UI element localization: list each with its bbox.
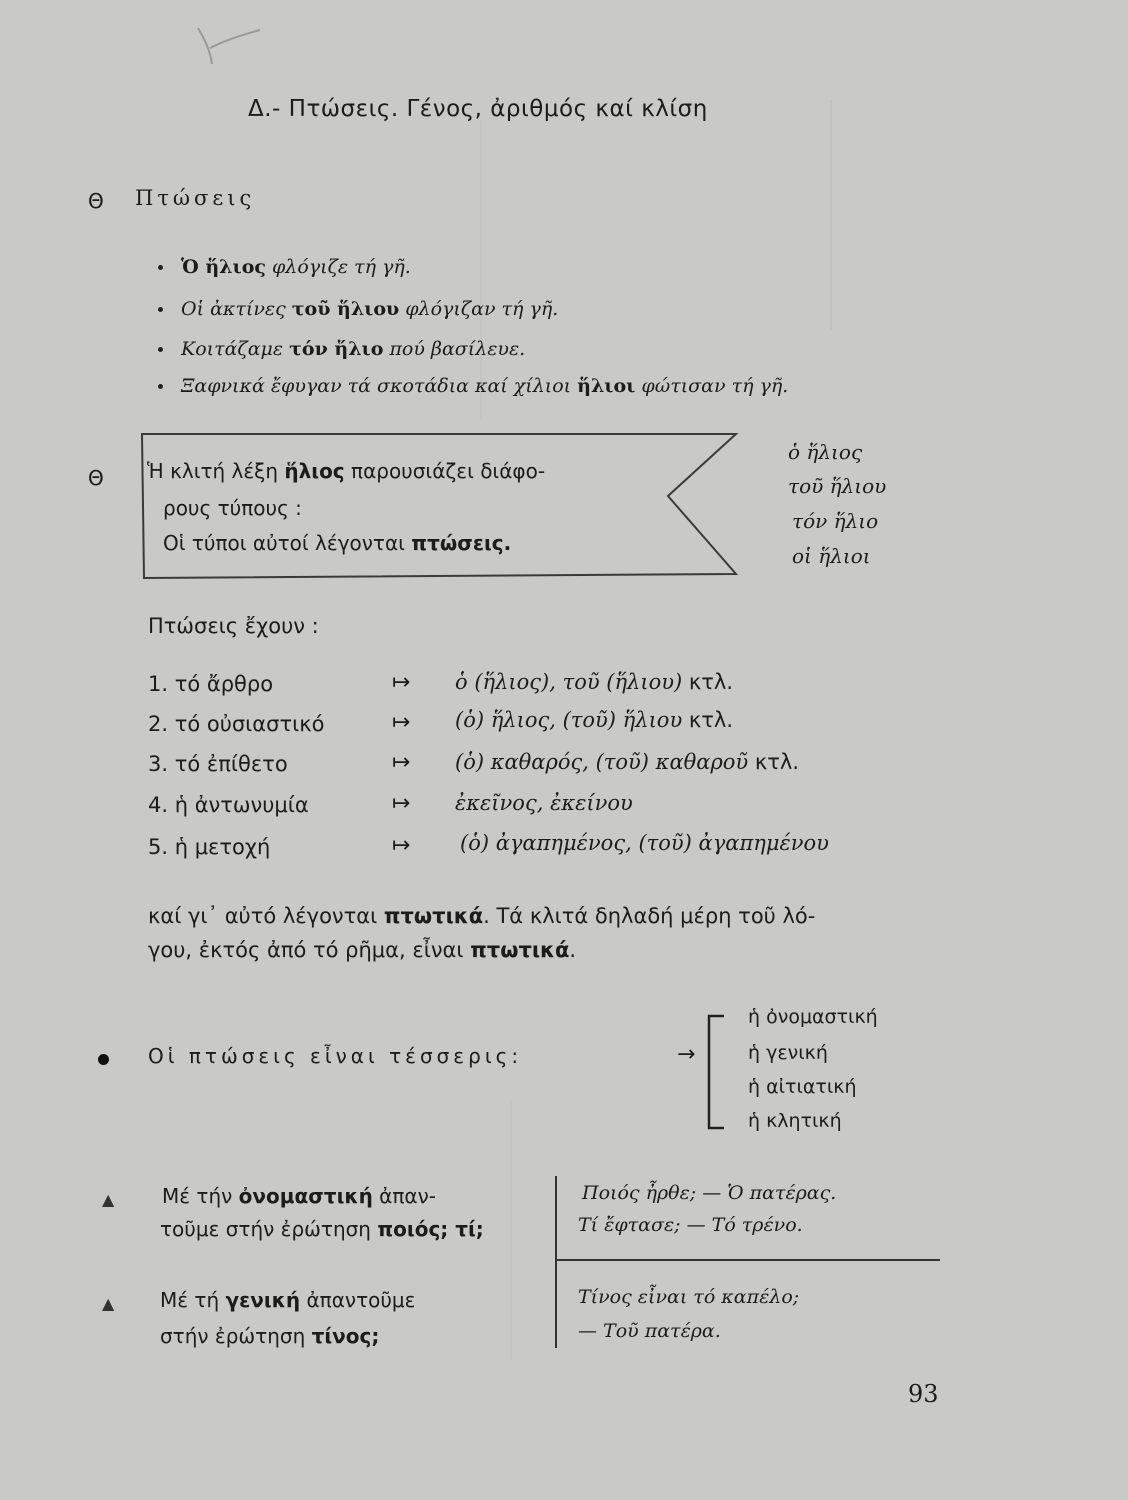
genitive-example: Τίνος εἶναι τό καπέλο; [578, 1286, 800, 1308]
maps-to-arrow-icon: ↦ [392, 710, 411, 735]
bullet-dot-icon [98, 1054, 109, 1065]
nominative-example: Τί ἔφτασε; — Τό τρένο. [578, 1214, 803, 1236]
triangle-marker-icon: ▲ [102, 1190, 115, 1209]
case-form: τόν ἥλιο [792, 509, 879, 533]
part-example: ὁ (ἥλιος), τοῦ (ἥλιου) κτλ. [455, 670, 734, 694]
triangle-marker-icon: ▲ [102, 1294, 115, 1313]
bleed-line [830, 100, 832, 330]
example-sentence: Κοιτάζαμε τόν ἥλιο πού βασίλευε. [158, 338, 525, 360]
four-cases-label: Οἱ πτώσεις εἶναι τέσσερις: [148, 1044, 523, 1068]
page-number: 93 [908, 1380, 939, 1408]
part-example: (ὁ) καθαρός, (τοῦ) καθαροῦ κτλ. [455, 750, 800, 774]
nominative-line: Μέ τήν ὀνομαστική ἀπαν- [162, 1184, 436, 1208]
cases-label: Πτώσεις ἔχουν : [148, 614, 319, 638]
theta-icon: Θ [88, 466, 104, 490]
divider-vertical [555, 1176, 557, 1348]
case-form: ὁ ἥλιος [788, 440, 863, 464]
part-example: (ὁ) ἥλιος, (τοῦ) ἥλιου κτλ. [455, 708, 734, 732]
case-name: ἡ γενική [748, 1042, 828, 1064]
bullet-dot-icon [158, 307, 163, 312]
part-label: 3. τό ἐπίθετο [148, 752, 288, 776]
case-form: τοῦ ἥλιου [788, 474, 887, 498]
part-label: 2. τό οὐσιαστικό [148, 712, 325, 736]
arrow-right-icon: → [677, 1042, 696, 1067]
bullet-dot-icon [158, 347, 163, 352]
case-name: ἡ ὀνομαστική [748, 1006, 878, 1028]
example-sentence: Ξαφνικά ἔφυγαν τά σκοτάδια καί χίλιοι ἥλιοι φώτισαν τή γῆ. [158, 375, 788, 397]
maps-to-arrow-icon: ↦ [392, 750, 411, 775]
callout-line: Οἱ τύποι αὐτοί λέγονται πτώσεις. [163, 531, 512, 555]
nominative-example: Ποιός ἦρθε; — Ὁ πατέρας. [582, 1182, 837, 1204]
pencil-mark [190, 18, 270, 78]
maps-to-arrow-icon: ↦ [392, 833, 411, 858]
paragraph-line: καί γι᾽ αὐτό λέγονται πτωτικά. Τά κλιτά δηλαδή μέρη τοῦ λό- [148, 904, 816, 928]
section-heading: Πτώσεις [135, 186, 256, 210]
example-sentence: Οἱ ἀκτίνες τοῦ ἥλιου φλόγιζαν τή γῆ. [158, 298, 558, 320]
case-name: ἡ κλητική [748, 1110, 842, 1132]
theta-icon: Θ [88, 189, 104, 213]
genitive-line: στήν ἐρώτηση τίνος; [160, 1324, 380, 1348]
divider-horizontal [555, 1259, 940, 1261]
part-label: 1. τό ἄρθρο [148, 672, 274, 696]
case-form: οἱ ἥλιοι [792, 544, 871, 568]
genitive-line: Μέ τή γενική ἀπαντοῦμε [160, 1288, 416, 1312]
callout-line: Ἡ κλιτή λέξη ἥλιος παρουσιάζει διάφο- [147, 459, 546, 483]
nominative-line: τοῦμε στήν ἐρώτηση ποιός; τί; [160, 1217, 484, 1241]
part-example: (ὁ) ἀγαπημένος, (τοῦ) ἀγαπημένου [460, 831, 829, 855]
part-label: 4. ἡ ἀντωνυμία [148, 793, 309, 817]
bracket [704, 1012, 728, 1132]
bullet-dot-icon [158, 265, 163, 270]
paragraph-line: γου, ἐκτός ἀπό τό ρῆμα, εἶναι πτωτικά. [148, 938, 577, 962]
bullet-dot-icon [158, 384, 163, 389]
maps-to-arrow-icon: ↦ [392, 791, 411, 816]
bleed-line [510, 1100, 512, 1360]
maps-to-arrow-icon: ↦ [392, 670, 411, 695]
case-name: ἡ αἰτιατική [748, 1076, 857, 1098]
page-title: Δ.- Πτώσεις. Γένος, ἀριθμός καί κλίση [248, 96, 708, 122]
callout-line: ρους τύπους : [163, 496, 302, 520]
part-label: 5. ἡ μετοχή [148, 835, 271, 859]
genitive-example: — Τοῦ πατέρα. [578, 1320, 721, 1342]
part-example: ἐκεῖνος, ἐκείνου [455, 791, 633, 815]
example-sentence: Ὁ ἥλιος φλόγιζε τή γῆ. [158, 256, 411, 278]
